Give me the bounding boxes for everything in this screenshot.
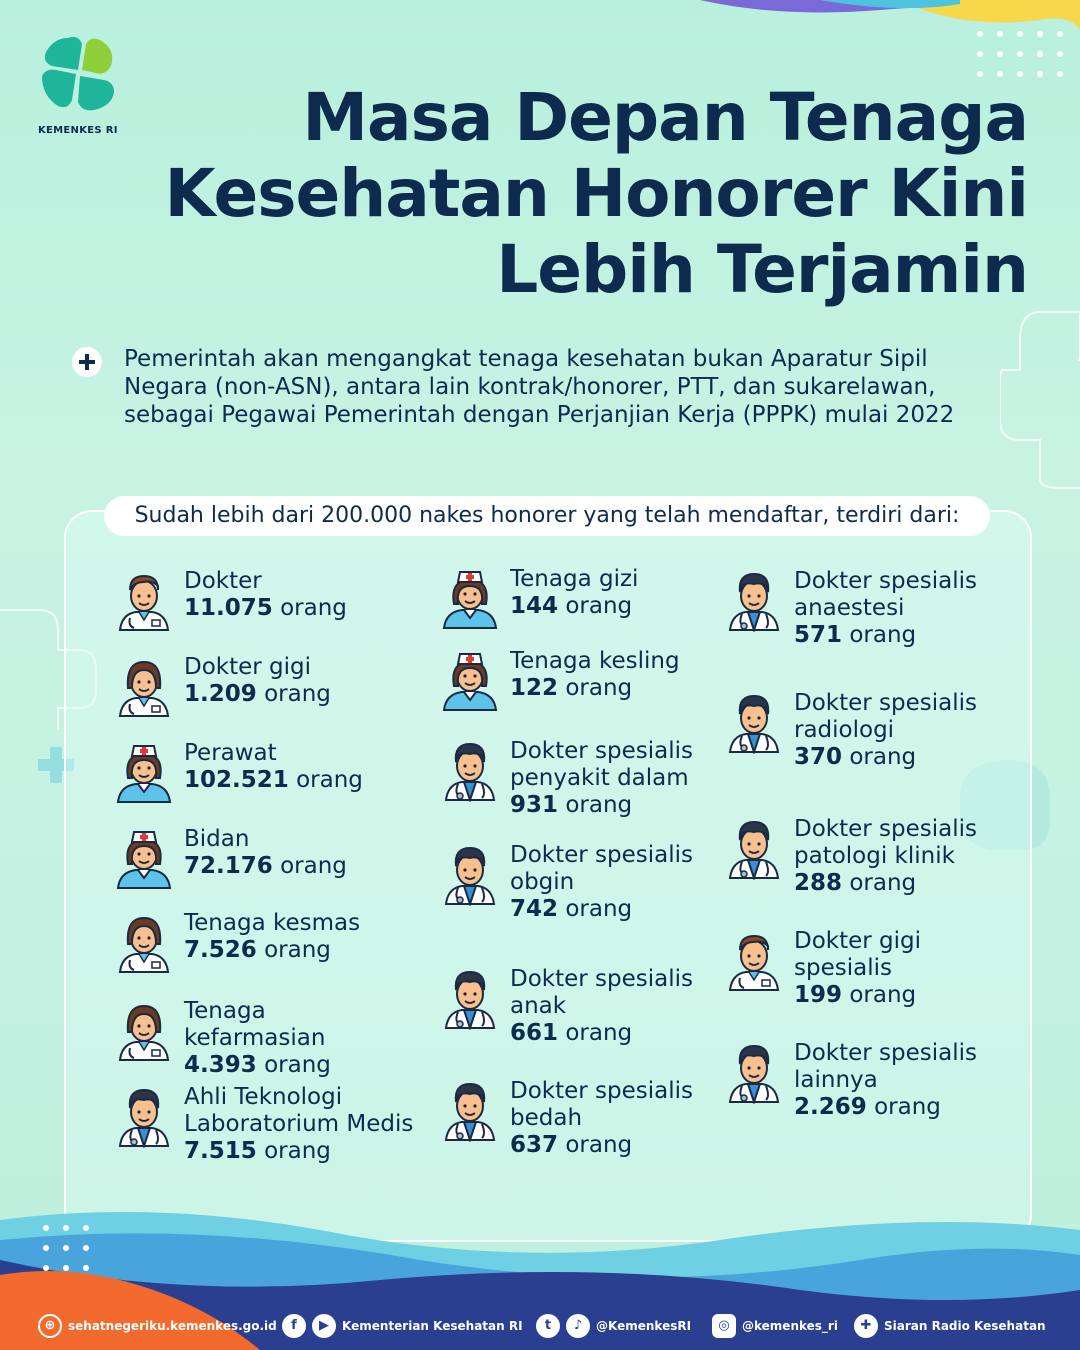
stat-unit: orang — [264, 1052, 331, 1078]
stat-text — [510, 966, 740, 1047]
footer-instagram[interactable] — [712, 1314, 838, 1338]
footer-twitter-tiktok[interactable] — [536, 1314, 691, 1338]
stat-count: 661 — [510, 1020, 559, 1046]
footer-dots-decoration — [40, 1222, 100, 1292]
nurse-icon — [112, 740, 176, 804]
stat-value-line — [510, 593, 740, 620]
stat-count: 2.269 — [794, 1094, 867, 1120]
stat-value-line — [184, 937, 414, 964]
stat-text — [184, 998, 414, 1079]
stat-count: 199 — [794, 982, 843, 1008]
stat-label: Tenaga gizi — [510, 566, 639, 592]
stat-unit: orang — [849, 870, 917, 896]
footer-facebook-text: Kementerian Kesehatan RI — [342, 1319, 523, 1333]
stat-text — [510, 842, 740, 923]
stat-value-line — [794, 982, 1024, 1009]
stat-unit: orang — [264, 681, 331, 707]
stat-unit: orang — [565, 792, 633, 818]
stat-label: Dokter spesialis bedah — [510, 1078, 694, 1131]
footer-website[interactable] — [38, 1314, 277, 1338]
stat-value-line — [184, 1138, 414, 1165]
stat-text — [184, 568, 414, 622]
kemenkes-logo — [38, 34, 118, 114]
stat-label: Tenaga kesmas — [184, 910, 361, 936]
youtube-icon: ▶ — [312, 1314, 336, 1338]
stat-text — [794, 816, 1024, 897]
stat-label: Ahli Teknologi Laboratorium Medis — [184, 1084, 414, 1137]
stat-count: 144 — [510, 593, 559, 619]
stat-value-line — [510, 1132, 740, 1159]
doctor-woman-icon — [112, 654, 176, 718]
stat-value-line — [184, 767, 414, 794]
stat-label: Dokter gigi spesialis — [794, 928, 922, 981]
stat-count: 1.209 — [184, 681, 257, 707]
radio-icon: ✚ — [854, 1314, 878, 1338]
stat-text — [184, 1084, 414, 1165]
stat-value-line — [184, 1052, 414, 1079]
stat-label: Dokter spesialis radiologi — [794, 690, 978, 743]
panel-heading: Sudah lebih dari 200.000 nakes honorer yang telah mendaftar, terdiri dari: — [104, 496, 990, 536]
stat-text — [794, 1040, 1024, 1121]
stat-value-line — [184, 681, 414, 708]
specialist-icon — [722, 816, 786, 880]
stat-value-line — [510, 675, 740, 702]
stat-count: 742 — [510, 896, 559, 922]
nurse-icon — [112, 826, 176, 890]
stat-value-line — [794, 1094, 1024, 1121]
stat-unit: orang — [296, 767, 363, 793]
plus-outline-decoration — [1000, 310, 1080, 490]
stat-unit: orang — [264, 1138, 331, 1164]
stat-text — [184, 826, 414, 880]
specialist-icon — [722, 1040, 786, 1104]
stat-value-line — [184, 595, 414, 622]
stat-unit: orang — [565, 896, 633, 922]
facebook-icon: f — [282, 1314, 306, 1338]
stat-text — [510, 648, 740, 702]
specialist-icon — [722, 568, 786, 632]
twitter-icon: t — [536, 1314, 560, 1338]
stat-value-line — [510, 792, 740, 819]
stat-count: 571 — [794, 622, 843, 648]
plus-icon — [72, 347, 102, 377]
stat-count: 102.521 — [184, 767, 289, 793]
footer-facebook-youtube[interactable] — [282, 1314, 523, 1338]
stat-count: 931 — [510, 792, 559, 818]
stat-count: 72.176 — [184, 853, 273, 879]
stat-unit: orang — [849, 744, 917, 770]
page-title — [128, 80, 1028, 308]
stat-label: Dokter spesialis penyakit dalam — [510, 738, 694, 791]
intro-text: Pemerintah akan mengangkat tenaga kesehatan bukan Aparatur Sipil Negara (non-ASN), antara lain kontrak/honorer, PTT, dan sukarelawan, sebagai Pegawai Pemerintah dengan Perjanjian Kerja (PPPK) mulai 2022 — [124, 346, 955, 428]
stat-text — [510, 566, 740, 620]
stat-count: 4.393 — [184, 1052, 257, 1078]
doctor-man-icon — [722, 928, 786, 992]
stat-label: Dokter spesialis patologi klinik — [794, 816, 978, 869]
stat-count: 288 — [794, 870, 843, 896]
instagram-icon: ◎ — [712, 1314, 736, 1338]
specialist-icon — [722, 690, 786, 754]
stat-unit: orang — [565, 675, 633, 701]
specialist-icon — [438, 1078, 502, 1142]
stat-text — [794, 568, 1024, 649]
stat-unit: orang — [565, 1132, 633, 1158]
stat-label: Bidan — [184, 826, 250, 852]
stat-unit: orang — [280, 853, 347, 879]
stat-value-line — [794, 744, 1024, 771]
specialist-icon — [438, 738, 502, 802]
stat-value-line — [510, 1020, 740, 1047]
stat-unit: orang — [849, 622, 917, 648]
footer-instagram-text: @kemenkes_ri — [742, 1319, 838, 1333]
stat-value-line — [794, 870, 1024, 897]
stat-text — [184, 910, 414, 964]
footer-twitter-text: @KemenkesRI — [596, 1319, 692, 1333]
stat-count: 370 — [794, 744, 843, 770]
stat-label: Dokter spesialis anak — [510, 966, 694, 1019]
nurse-icon — [438, 566, 502, 630]
stat-label: Perawat — [184, 740, 277, 766]
title-line: Lebih Terjamin — [496, 231, 1028, 308]
stat-text — [184, 740, 414, 794]
intro-section — [72, 345, 1012, 429]
stat-text — [794, 928, 1024, 1009]
stat-label: Dokter gigi — [184, 654, 312, 680]
stat-count: 122 — [510, 675, 559, 701]
stat-label: Tenaga kefarmasian — [184, 998, 326, 1051]
stat-unit: orang — [280, 595, 347, 621]
doctor-man-icon — [112, 568, 176, 632]
title-line: Kesehatan Honorer Kini — [164, 155, 1028, 232]
stat-count: 637 — [510, 1132, 559, 1158]
stat-unit: orang — [874, 1094, 941, 1120]
nurse-icon — [438, 648, 502, 712]
stat-count: 7.526 — [184, 937, 257, 963]
specialist-icon — [438, 966, 502, 1030]
stat-value-line — [184, 853, 414, 880]
doctor-woman-icon — [112, 910, 176, 974]
stat-unit: orang — [264, 937, 331, 963]
stat-text — [794, 690, 1024, 771]
stat-value-line — [794, 622, 1024, 649]
stat-count: 7.515 — [184, 1138, 257, 1164]
stat-count: 11.075 — [184, 595, 273, 621]
stat-value-line — [510, 896, 740, 923]
globe-icon: ⊕ — [38, 1314, 62, 1338]
stat-unit: orang — [565, 593, 633, 619]
footer-radio[interactable] — [854, 1314, 1046, 1338]
stat-text — [510, 738, 740, 819]
stat-label: Tenaga kesling — [510, 648, 680, 674]
stat-text — [510, 1078, 740, 1159]
stat-unit: orang — [849, 982, 917, 1008]
footer-radio-text: Siaran Radio Kesehatan — [884, 1319, 1046, 1333]
footer-website-text: sehatnegeriku.kemenkes.go.id — [68, 1319, 277, 1333]
footer — [0, 1300, 1080, 1350]
stat-label: Dokter — [184, 568, 262, 594]
specialist-icon — [112, 1084, 176, 1148]
stat-unit: orang — [565, 1020, 633, 1046]
stat-label: Dokter spesialis obgin — [510, 842, 694, 895]
stat-text — [184, 654, 414, 708]
logo-text: KEMENKES RI — [38, 125, 118, 136]
stat-label: Dokter spesialis lainnya — [794, 1040, 978, 1093]
specialist-icon — [438, 842, 502, 906]
doctor-woman-icon — [112, 998, 176, 1062]
stat-label: Dokter spesialis anaestesi — [794, 568, 978, 621]
tiktok-icon: ♪ — [566, 1314, 590, 1338]
title-line: Masa Depan Tenaga — [302, 79, 1028, 156]
